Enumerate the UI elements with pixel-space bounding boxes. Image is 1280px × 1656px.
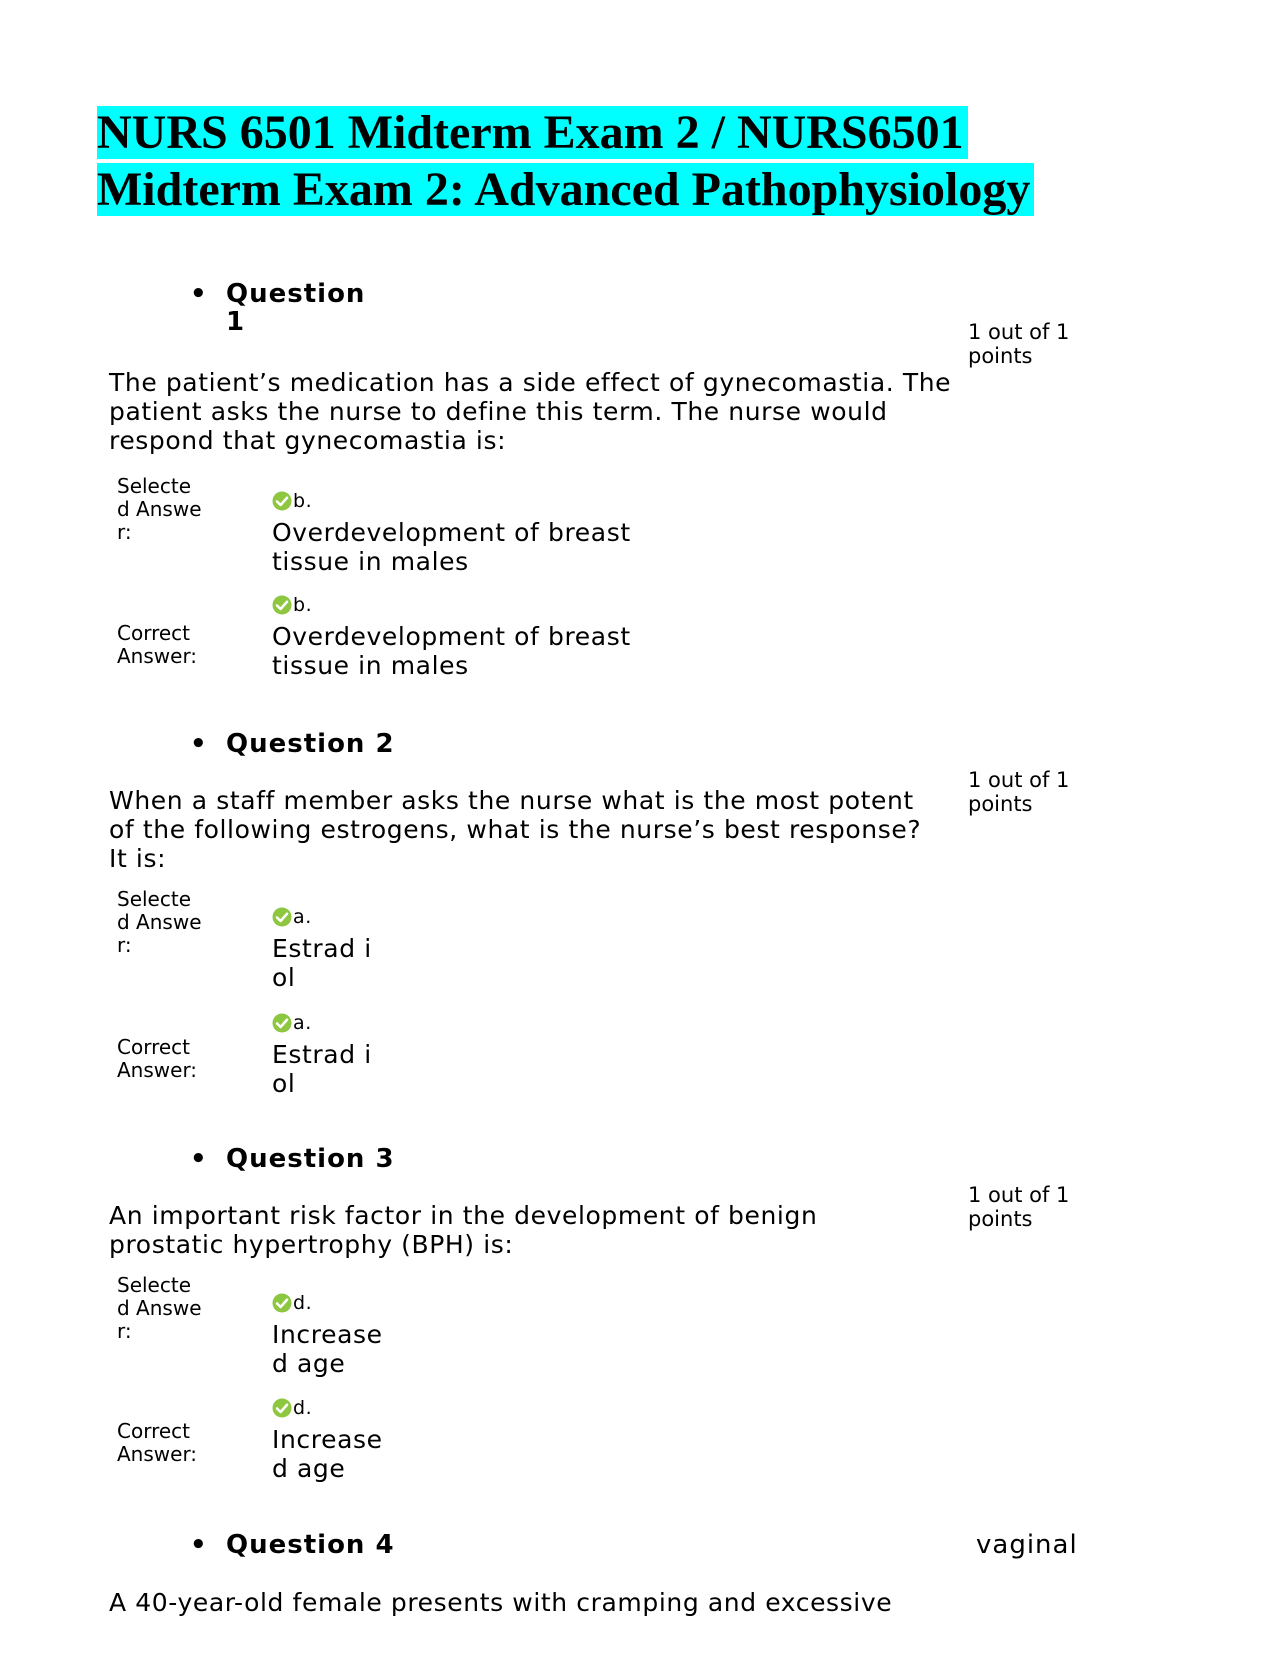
correct-answer [272,1012,372,1098]
selected-answer [272,1292,402,1378]
check-icon [272,1398,292,1418]
answer-text: Increase d age [272,1425,383,1483]
correct-answer-label: Correct Answer: [117,1419,198,1466]
selected-answer-label: Selected Answer: [117,1273,202,1343]
answer-text: Overdevelopment of breast tissue in males [272,518,631,576]
selected-answer [272,906,372,992]
check-icon [272,1013,292,1033]
bullet: • [190,1530,207,1560]
title-line-2: Midterm Exam 2: Advanced Pathophysiology [97,163,1034,216]
question-text: The patient’s medication has a side effect of gynecomastia. The patient asks the nurse to define this term. The nurse would respond that gynecomastia is: [109,368,952,455]
question-text: When a staff member asks the nurse what is the most potent of the following estrogens, what is the nurse’s best response? It is: [109,786,922,873]
check-icon [272,1293,292,1313]
answer-letter: d. [293,1397,313,1419]
title-line-1: NURS 6501 Midterm Exam 2 / NURS6501 [97,106,968,159]
answer-letter: a. [293,1012,312,1034]
points-score: 1 out of 1 points [968,320,1070,368]
question-text: A 40-year-old female presents with cramping and excessive [109,1588,893,1617]
bullet: • [190,279,207,309]
selected-answer-label: Selected Answer: [117,474,202,544]
answer-letter: b. [293,594,313,616]
answer-text: Estrad i ol [272,934,372,992]
answer-letter: a. [293,906,312,928]
question-label: Question 2 [226,729,395,759]
question-label: Question 1 [226,279,366,337]
answer-text: Overdevelopment of breast tissue in males [272,622,631,680]
correct-answer-label: Correct Answer: [117,621,198,668]
correct-answer [272,1397,402,1483]
check-icon [272,595,292,615]
bullet: • [190,1144,207,1174]
answer-text: Estrad i ol [272,1040,372,1098]
page-title [97,104,1097,218]
question-label: Question 3 [226,1144,395,1174]
question-label: Question 4 [226,1530,395,1560]
check-icon [272,491,292,511]
check-icon [272,907,292,927]
answer-text: Increase d age [272,1320,383,1378]
correct-answer [272,594,692,680]
selected-answer-label: Selected Answer: [117,887,202,957]
answer-letter: b. [293,490,313,512]
bullet: • [190,729,207,759]
points-score: 1 out of 1 points [968,768,1070,816]
question-text: An important risk factor in the development of benign prostatic hypertrophy (BPH) is: [109,1201,818,1259]
points-score: 1 out of 1 points [968,1183,1070,1231]
answer-letter: d. [293,1292,313,1314]
selected-answer [272,490,692,576]
correct-answer-label: Correct Answer: [117,1035,198,1082]
overflow-text: vaginal [976,1530,1078,1560]
